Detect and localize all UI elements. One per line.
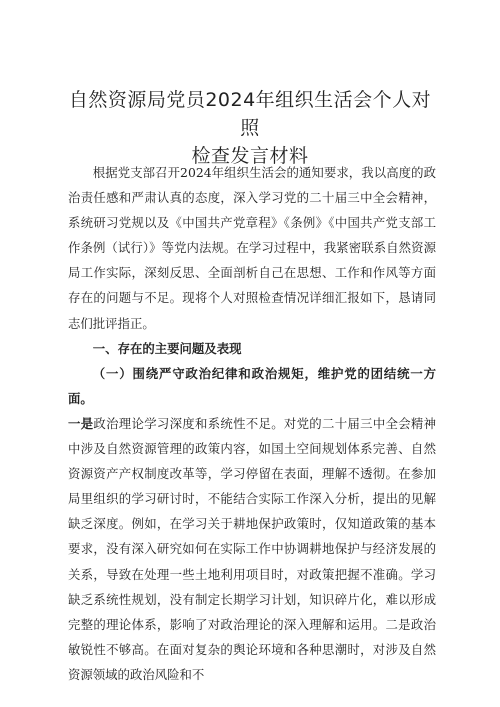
title-line-2: 检查发言材料 (191, 145, 309, 167)
section-heading: 一、存在的主要问题及表现 (92, 340, 242, 356)
subsection-paragraph (68, 411, 436, 687)
point-lead: 一是 (68, 415, 94, 431)
point-text: 政治理论学习深度和系统性不足。对党的二十届三中全会精神中涉及自然资源管理的政策内容，如国土空间规划体系完善、自然资源资产产权制度改革等，学习停留在表面，理解不透彻。在参加局里组织的学习研讨时，不能结合实际工作深入分析，提出的见解缺乏深度。例如，在学习关于耕地保护政策时，仅知道政策的基本要求，没有深入研究如何在实际工作中协调耕地保护与经济发展的关系，导致在处理一些土地利用项目时，对政策把握不准确。学习缺乏系统性规划，没有制定长期学习计划，知识碎片化，难以形成完整的理论体系，影响了对政治理论的深入理解和运用。二是政治敏锐性不够高。在面对复杂的舆论环境和各种思潮时，对涉及自然资源领域的政治风险和不 (68, 415, 437, 682)
document-title (60, 86, 440, 170)
intro-paragraph: 根据党支部召开2024年组织生活会的通知要求，我以高度的政治责任感和严肃认真的态度，深入学习党的二十届三中全会精神，系统研习党规以及《中国共产党章程》《条例》《中国共产党支部工作条例（试行）》等党内法规。在学习过程中，我紧密联系自然资源局工作实际，深刻反思、全面剖析自己在思想、工作和作风等方面存在的问题与不足。现将个人对照检查情况详细汇报如下，恳请同志们批评指正。 (68, 165, 436, 331)
document-body (68, 160, 436, 687)
title-line-1: 自然资源局党员2024年组织生活会个人对照 (68, 89, 432, 139)
subsection-heading: （一）围绕严守政治纪律和政治规矩，维护党的团结统一方面。 (68, 365, 436, 406)
